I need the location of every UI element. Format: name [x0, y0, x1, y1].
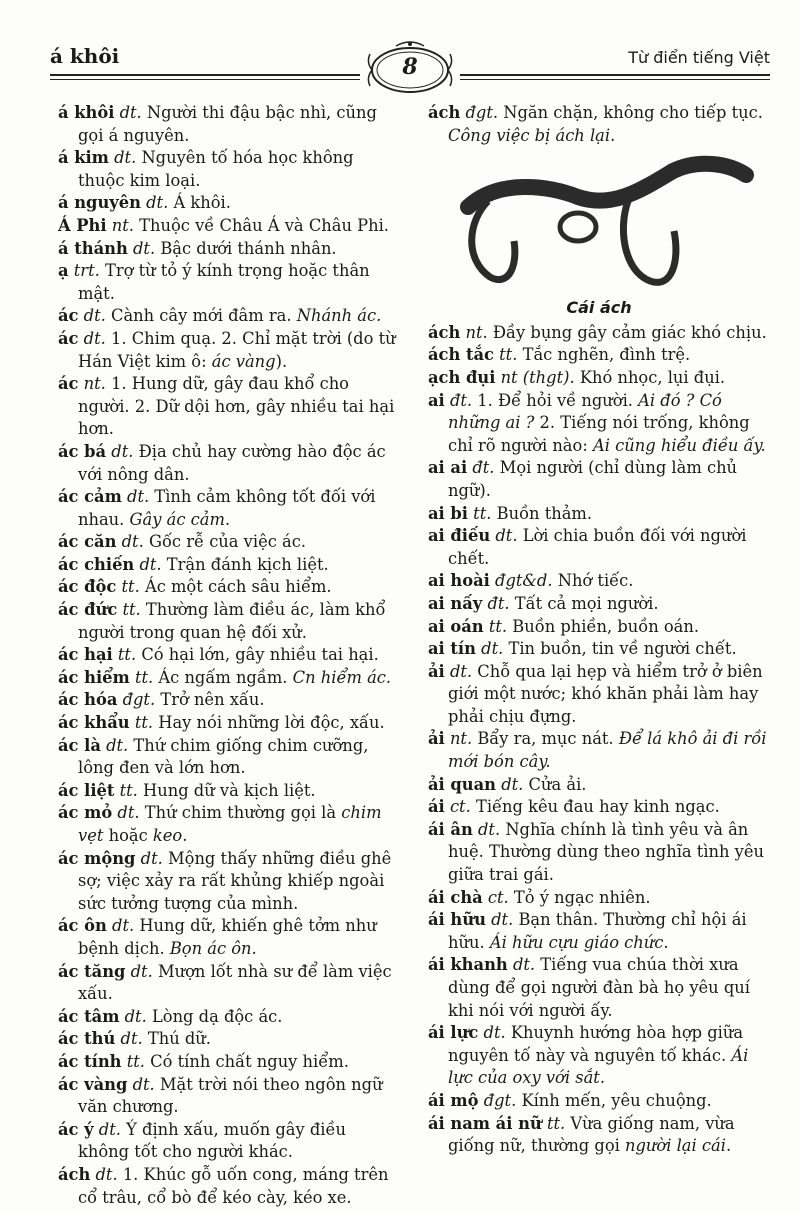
entry-headword: ách tắc: [428, 345, 494, 365]
entry-headword: ác tăng: [58, 961, 126, 981]
entry-headword: ải: [428, 729, 445, 749]
entry-continuation-2: .: [182, 826, 188, 845]
dictionary-entry: [58, 735, 400, 780]
entry-part-of-speech: tt.: [134, 667, 154, 687]
dictionary-entry: [58, 915, 400, 960]
entry-part-of-speech: dt.: [127, 487, 150, 507]
entry-headword: ác khẩu: [58, 713, 130, 733]
entry-part-of-speech: đt.: [472, 458, 495, 478]
entry-part-of-speech: dt.: [495, 526, 518, 546]
entry-definition: Bậc dưới thánh nhân.: [160, 238, 337, 258]
entry-part-of-speech: ct.: [487, 887, 509, 907]
entry-headword: ác hiểm: [58, 667, 130, 687]
figure-caption: Cái ách: [566, 298, 632, 318]
dictionary-entry: [58, 712, 400, 735]
entry-definition: Người thi đậu bậc nhì, cũng gọi á nguyên.: [78, 103, 377, 145]
entry-part-of-speech: dt.: [140, 848, 163, 868]
dictionary-entry: [428, 661, 770, 729]
dictionary-entry: [58, 373, 400, 441]
dictionary-entry: [428, 819, 770, 887]
dictionary-entry: [428, 503, 770, 526]
dictionary-entry: [58, 1164, 400, 1209]
entry-headword: ác độc: [58, 577, 117, 597]
entry-headword: ai nấy: [428, 593, 483, 613]
entry-part-of-speech: dt.: [477, 819, 501, 839]
entry-definition: Nghĩa chính là tình yêu và ân huệ. Thường dùng theo nghĩa tình yêu giữa trai gái.: [448, 819, 765, 885]
entry-definition: Tắc nghẽn, đình trệ.: [522, 345, 691, 365]
page-number-ornament: [366, 40, 454, 98]
entry-part-of-speech: dt.: [124, 1006, 147, 1026]
entry-example: Ái hữu cựu giáo chức.: [489, 932, 669, 952]
entry-definition: Cửa ải.: [528, 774, 587, 794]
entry-headword: ác ý: [58, 1119, 94, 1139]
entry-part-of-speech: tt.: [119, 780, 138, 800]
header-rule-left: [50, 74, 360, 80]
dictionary-entry: [428, 909, 770, 954]
yoke-figure: [428, 149, 770, 299]
entry-part-of-speech: tt.: [122, 600, 141, 620]
entry-definition: Tiếng vua chúa thời xưa dùng để gọi người đàn bà họ yêu quí khi nói với người ấy.: [448, 955, 750, 1020]
dictionary-entry: [58, 192, 400, 215]
entry-definition: Buồn thảm.: [496, 503, 593, 523]
entry-part-of-speech: đt.: [487, 593, 510, 613]
entry-definition: Trận đánh kịch liệt.: [166, 554, 329, 574]
dictionary-entry: [58, 531, 400, 554]
dictionary-entry: [58, 1006, 400, 1029]
entry-part-of-speech: tt.: [126, 1051, 145, 1071]
dictionary-entry: [428, 322, 770, 345]
entry-headword: ác mộng: [58, 848, 136, 868]
entry-headword: ai bi: [428, 503, 468, 523]
dictionary-entry: [58, 554, 400, 577]
entry-example: chim vẹt: [78, 803, 382, 845]
entry-definition: Buồn phiền, buồn oán.: [512, 616, 700, 636]
yoke-illustration-icon: [428, 149, 770, 299]
entry-definition: Mộng thấy những điều ghê sợ; việc xảy ra rất khủng khiếp ngoài sức tưởng tượng của mình.: [78, 848, 392, 913]
entry-headword: ác hóa: [58, 690, 118, 710]
entry-headword: ai: [428, 390, 445, 410]
entry-headword: Á Phi: [58, 215, 107, 235]
entry-part-of-speech: dt.: [139, 554, 162, 574]
header-rule-right: [460, 74, 770, 80]
entry-headword: ái ân: [428, 819, 473, 839]
entry-headword: ác đức: [58, 600, 118, 620]
entry-headword: ách: [428, 322, 461, 342]
entry-headword: ái lực: [428, 1023, 479, 1043]
dictionary-entry: [58, 260, 400, 305]
entry-definition: Thuộc về Châu Á và Châu Phi.: [139, 215, 389, 235]
entry-part-of-speech: ct.: [449, 797, 471, 817]
entry-headword: ái nam ái nữ: [428, 1113, 542, 1133]
dictionary-entry: [428, 1022, 770, 1090]
dictionary-entry: [58, 780, 400, 803]
dictionary-entry: [428, 774, 770, 797]
entry-headword: ác căn: [58, 532, 117, 552]
entry-headword: ái mộ: [428, 1090, 479, 1110]
entry-definition: Gốc rễ của việc ác.: [148, 532, 307, 552]
dictionary-entry: [58, 1074, 400, 1119]
dictionary-entry: [428, 887, 770, 910]
entry-example: Công việc bị ách lại.: [448, 125, 616, 145]
entry-part-of-speech: trt.: [73, 261, 100, 281]
entry-definition: Khó nhọc, lụi đụi.: [579, 367, 726, 387]
entry-headword: á kim: [58, 148, 109, 168]
entry-headword: ác ôn: [58, 916, 107, 936]
entry-definition: Lời chia buồn đối với người chết.: [448, 526, 747, 568]
entry-definition: Hay nói những lời độc, xấu.: [158, 713, 385, 733]
entry-headword: ải: [428, 661, 445, 681]
entry-headword: ác là: [58, 735, 101, 755]
entry-example: Nhánh ác.: [296, 306, 382, 326]
entry-part-of-speech: dt.: [83, 328, 106, 348]
entry-definition: Thứ chim thường gọi là: [144, 803, 337, 823]
entry-definition: Mượn lốt nhà sư để làm việc xấu.: [78, 961, 392, 1004]
entry-headword: ác: [58, 374, 79, 394]
entry-headword: ạ: [58, 261, 69, 281]
entry-headword: ác liệt: [58, 780, 115, 800]
left-column: [58, 102, 400, 1209]
entry-headword: ác hại: [58, 645, 113, 665]
entry-example: Để lá khô ải đi rồi mới bón cây.: [448, 729, 767, 772]
entry-definition: Á khôi.: [173, 193, 231, 213]
dictionary-entry: [58, 1119, 400, 1164]
entry-definition: Ý định xấu, muốn gây điều không tốt cho người khác.: [78, 1119, 346, 1162]
entry-headword: ải quan: [428, 774, 497, 794]
entry-definition: Chỗ qua lại hẹp và hiểm trở ở biên giới một nước; khó khăn phải làm hay phải chịu đựng.: [448, 661, 763, 726]
entry-part-of-speech: tt.: [134, 713, 154, 733]
dictionary-entry: [58, 576, 400, 599]
entry-continuation: 2. Tiếng nói trống, không chỉ rõ người nào:: [448, 413, 750, 455]
dictionary-entry: [428, 638, 770, 661]
dictionary-entry: [58, 215, 400, 238]
entry-example: Ai đó ? Có những ai ?: [448, 390, 722, 433]
entry-part-of-speech: đgt.: [122, 690, 156, 710]
entry-part-of-speech: tt.: [117, 645, 137, 665]
entry-definition: Lòng dạ độc ác.: [151, 1006, 283, 1026]
entry-example-2: Ai cũng hiểu điều ấy.: [593, 435, 766, 455]
entry-definition: Tất cả mọi người.: [514, 593, 659, 613]
entry-headword: ái chà: [428, 887, 483, 907]
entry-headword: ái: [428, 797, 445, 817]
entry-headword: á thánh: [58, 238, 128, 258]
dictionary-entry: [428, 344, 770, 367]
entry-part-of-speech: nt.: [83, 374, 106, 394]
entry-part-of-speech: dt.: [491, 910, 514, 930]
entry-example: ác vàng: [211, 351, 276, 371]
entry-definition: Cành cây mới đâm ra.: [110, 306, 292, 326]
entry-definition: Có hại lớn, gây nhiều tai hại.: [141, 645, 379, 665]
entry-part-of-speech: dt.: [112, 916, 135, 936]
right-column-top: [428, 102, 770, 147]
entry-headword: ạch đụi: [428, 367, 496, 387]
entry-headword: ác thú: [58, 1029, 116, 1049]
dictionary-entry: [428, 796, 770, 819]
entry-part-of-speech: dt.: [95, 1164, 118, 1184]
entry-definition: Trở nên xấu.: [160, 690, 265, 710]
running-head-right: Từ điển tiếng Việt: [628, 48, 770, 67]
entry-part-of-speech: đgt.: [465, 103, 499, 122]
entry-part-of-speech: dt.: [132, 1074, 155, 1094]
entry-part-of-speech: tt.: [473, 503, 492, 523]
entry-part-of-speech: dt.: [121, 532, 144, 552]
entry-continuation: ).: [275, 351, 288, 371]
entry-definition: Trợ từ tỏ ý kính trọng hoặc thân mật.: [78, 261, 370, 303]
entry-continuation: .: [725, 1136, 732, 1156]
entry-definition: 1. Hung dữ, gây đau khổ cho người. 2. Dữ dội hơn, gây nhiều tai hại hơn.: [78, 374, 395, 439]
entry-headword: ái hữu: [428, 910, 486, 930]
dictionary-entry: [428, 390, 770, 458]
entry-definition: Khuynh hướng hòa hợp giữa nguyên tố này và nguyên tố khác.: [448, 1023, 744, 1065]
entry-example-2: keo: [152, 826, 183, 845]
entry-part-of-speech: nt.: [111, 215, 134, 235]
entry-part-of-speech: dt.: [501, 774, 524, 794]
entry-part-of-speech: đgt&d.: [495, 571, 553, 591]
dictionary-entry: [58, 328, 400, 373]
entry-part-of-speech: tt.: [546, 1113, 566, 1133]
entry-part-of-speech: dt.: [117, 803, 140, 823]
entry-definition: Tình cảm không tốt đối với nhau.: [78, 487, 376, 529]
right-column-entries: [428, 322, 770, 1158]
entry-example: Ái lực của oxy với sắt.: [448, 1045, 749, 1088]
dictionary-entry: [428, 102, 770, 147]
page-number: 8: [402, 54, 418, 80]
dictionary-entry: [58, 689, 400, 712]
entry-part-of-speech: dt.: [130, 961, 153, 981]
entry-part-of-speech: dt.: [481, 639, 504, 659]
entry-definition: Hung dữ, khiến ghê tởm như bệnh dịch.: [78, 916, 377, 958]
entry-part-of-speech: nt (thgt).: [500, 367, 575, 387]
dictionary-entry: [428, 954, 770, 1022]
dictionary-entry: [58, 1051, 400, 1074]
entry-part-of-speech: đgt.: [483, 1090, 517, 1110]
entry-headword: ác tâm: [58, 1006, 120, 1026]
entry-headword: ác bá: [58, 441, 107, 461]
entry-definition: Nguyên tố hóa học không thuộc kim loại.: [78, 148, 354, 190]
entry-part-of-speech: dt.: [106, 735, 129, 755]
entry-headword: á nguyên: [58, 193, 141, 213]
entry-example: Bọn ác ôn.: [169, 938, 257, 958]
right-column: [428, 102, 770, 1158]
entry-definition: Địa chủ hay cường hào độc ác với nông dân.: [78, 441, 386, 484]
entry-example: Cn hiểm ác.: [292, 667, 392, 687]
entry-headword: ai tín: [428, 639, 476, 659]
entry-definition: Nhớ tiếc.: [557, 571, 634, 591]
entry-part-of-speech: dt.: [449, 661, 473, 681]
dictionary-entry: [58, 305, 400, 328]
dictionary-entry: [428, 1090, 770, 1113]
entry-definition: Tiếng kêu đau hay kinh ngạc.: [475, 797, 720, 817]
entry-part-of-speech: dt.: [120, 1029, 143, 1049]
entry-part-of-speech: đt.: [449, 390, 473, 410]
entry-definition: Ngăn chặn, không cho tiếp tục.: [503, 103, 763, 122]
entry-headword: ai oán: [428, 616, 484, 636]
entry-part-of-speech: dt.: [114, 148, 137, 168]
dictionary-entry: [58, 961, 400, 1006]
entry-definition: Bẩy ra, mục nát.: [477, 729, 614, 749]
entry-definition: Thường làm điều ác, làm khổ người trong quan hệ đối xử.: [78, 600, 386, 642]
entry-headword: ác: [58, 306, 79, 326]
dictionary-entry: [58, 644, 400, 667]
entry-part-of-speech: tt.: [121, 577, 140, 597]
entry-part-of-speech: nt.: [449, 729, 473, 749]
entry-definition: 1. Chim quạ. 2. Chỉ mặt trời (do từ Hán Việt kim ô:: [78, 328, 396, 371]
running-head-left: á khôi: [50, 44, 120, 68]
entry-definition: Ác một cách sâu hiểm.: [144, 577, 332, 597]
entry-headword: á khôi: [58, 103, 115, 122]
entry-headword: ách: [58, 1164, 91, 1184]
entry-example: Gây ác cảm.: [129, 509, 231, 529]
dictionary-entry: [58, 486, 400, 531]
dictionary-entry: [428, 616, 770, 639]
entry-part-of-speech: dt.: [111, 441, 134, 461]
dictionary-entry: [58, 441, 400, 486]
entry-part-of-speech: tt.: [499, 345, 518, 365]
entry-part-of-speech: dt.: [83, 306, 106, 326]
entry-headword: ác vàng: [58, 1074, 128, 1094]
entry-definition: 1. Để hỏi về người.: [477, 390, 633, 410]
entry-definition: Có tính chất nguy hiểm.: [150, 1051, 349, 1071]
dictionary-entry: [428, 570, 770, 593]
entry-part-of-speech: dt.: [98, 1119, 121, 1139]
entry-part-of-speech: dt.: [119, 103, 142, 122]
dictionary-entry: [428, 367, 770, 390]
entry-headword: ái khanh: [428, 955, 508, 975]
entry-headword: ai ai: [428, 458, 468, 478]
entry-headword: ai hoài: [428, 571, 490, 591]
entry-definition: Mặt trời nói theo ngôn ngữ văn chương.: [78, 1074, 383, 1117]
dictionary-entry: [428, 728, 770, 773]
entry-definition: 1. Khúc gỗ uốn cong, máng trên cổ trâu, cổ bò để kéo cày, kéo xe.: [78, 1164, 389, 1207]
entry-definition: Thú dữ.: [147, 1029, 211, 1049]
dictionary-entry: [58, 848, 400, 916]
entry-part-of-speech: dt.: [146, 193, 169, 213]
entry-definition: Tin buồn, tin về người chết.: [508, 639, 737, 659]
dictionary-entry: [428, 457, 770, 502]
dictionary-entry: [58, 599, 400, 644]
dictionary-entry: [428, 593, 770, 616]
page-header: [50, 40, 770, 100]
entry-headword: ác: [58, 328, 79, 348]
entry-part-of-speech: dt.: [133, 238, 156, 258]
entry-example: người lại cái: [625, 1136, 726, 1156]
entry-definition: Hung dữ và kịch liệt.: [143, 780, 316, 800]
entry-definition: Mọi người (chỉ dùng làm chủ ngữ).: [448, 458, 738, 500]
dictionary-entry: [58, 102, 400, 147]
dictionary-entry: [428, 525, 770, 570]
dictionary-entry: [428, 1113, 770, 1158]
entry-headword: ác mỏ: [58, 803, 113, 823]
entry-part-of-speech: dt.: [512, 955, 536, 975]
dictionary-entry: [58, 667, 400, 690]
entry-definition: Thứ chim giống chim cưỡng, lông đen và lớn hơn.: [78, 735, 369, 778]
entry-continuation: hoặc: [108, 826, 148, 845]
entry-part-of-speech: nt.: [465, 322, 488, 342]
entry-headword: ác chiến: [58, 554, 135, 574]
entry-definition: Kính mến, yêu chuộng.: [521, 1090, 712, 1110]
dictionary-entry: [58, 1028, 400, 1051]
entry-definition: Tỏ ý ngạc nhiên.: [513, 887, 651, 907]
entry-part-of-speech: dt.: [483, 1023, 506, 1043]
entry-definition: Ác ngấm ngầm.: [158, 667, 288, 687]
entry-headword: ách: [428, 103, 461, 122]
dictionary-entry: [58, 802, 400, 847]
entry-definition: Bạn thân. Thường chỉ hội ái hữu.: [448, 910, 747, 952]
entry-definition: Đầy bụng gây cảm giác khó chịu.: [492, 322, 767, 342]
entry-headword: ai điếu: [428, 526, 491, 546]
entry-definition: Vừa giống nam, vừa giống nữ, thường gọi: [448, 1113, 735, 1156]
dictionary-entry: [58, 238, 400, 261]
entry-part-of-speech: tt.: [488, 616, 508, 636]
entry-headword: ác cảm: [58, 487, 122, 507]
dictionary-entry: [58, 147, 400, 192]
entry-headword: ác tính: [58, 1051, 122, 1071]
